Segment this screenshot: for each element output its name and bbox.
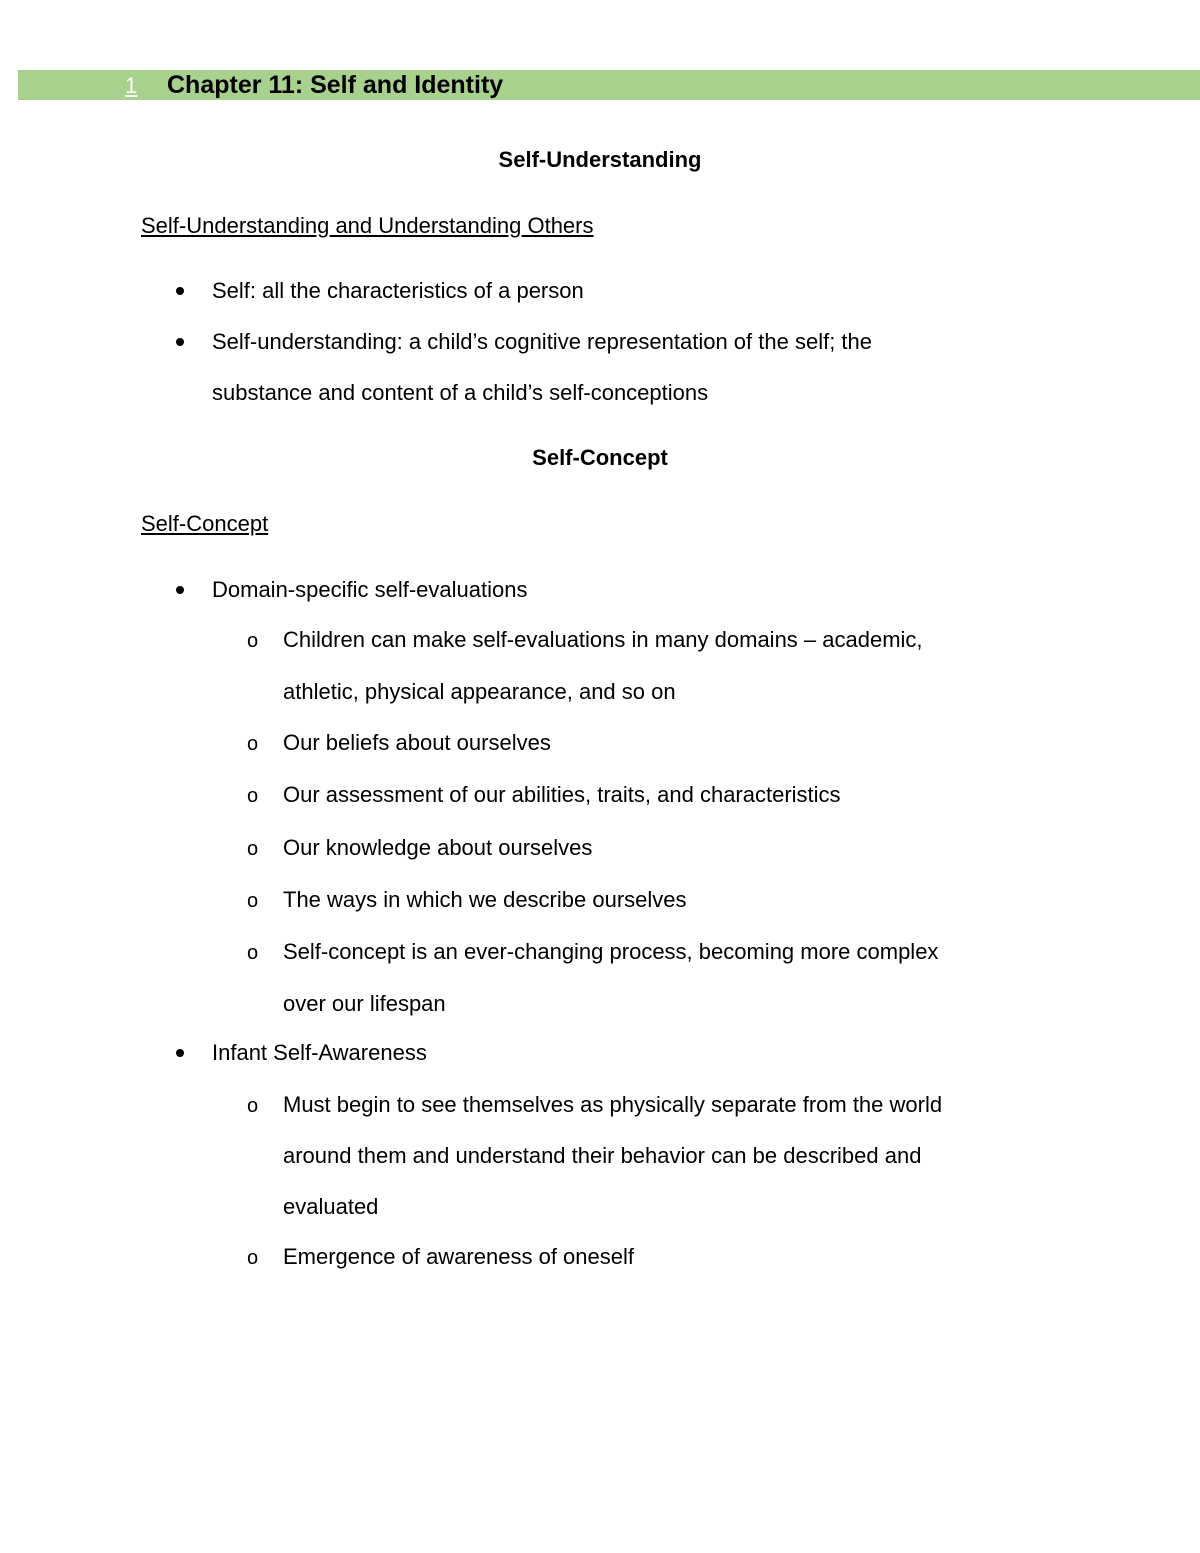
sub-bullet-marker: o xyxy=(247,630,259,652)
section-heading-self-concept: Self-Concept xyxy=(532,445,668,470)
section-heading-self-understanding: Self-Understanding xyxy=(498,147,702,172)
bullet-dot xyxy=(176,338,184,346)
sub-bullet-marker: o xyxy=(247,1095,259,1117)
subheading-self-concept: Self-Concept xyxy=(141,511,269,536)
list-item-continuation: substance and content of a child’s self-conceptions xyxy=(212,380,709,405)
sub-list-item: Must begin to see themselves as physically separate from the world xyxy=(283,1092,943,1117)
bullet-dot xyxy=(176,586,184,594)
sub-list-item-continuation: athletic, physical appearance, and so on xyxy=(283,679,676,704)
sub-list-item-continuation: evaluated xyxy=(283,1194,379,1219)
sub-bullet-marker: o xyxy=(247,942,259,964)
sub-list-item: Emergence of awareness of oneself xyxy=(283,1244,634,1269)
bullet-dot xyxy=(176,287,184,295)
list-item: Domain-specific self-evaluations xyxy=(212,577,528,602)
sub-list-item: Our beliefs about ourselves xyxy=(283,730,551,755)
list-item: Infant Self-Awareness xyxy=(212,1040,427,1065)
list-item: Self: all the characteristics of a person xyxy=(212,278,584,303)
chapter-title: Chapter 11: Self and Identity xyxy=(167,71,504,99)
subheading-self-understanding-others: Self-Understanding and Understanding Others xyxy=(141,213,594,238)
chapter-header-bar xyxy=(18,70,1200,100)
sub-bullet-marker: o xyxy=(247,785,259,807)
sub-bullet-marker: o xyxy=(247,733,259,755)
sub-list-item-continuation: over our lifespan xyxy=(283,991,446,1016)
bullet-dot xyxy=(176,1049,184,1057)
chapter-number: 1 xyxy=(125,73,138,98)
sub-list-item-continuation: around them and understand their behavior can be described and xyxy=(283,1143,922,1168)
sub-bullet-marker: o xyxy=(247,1247,259,1269)
sub-list-item: Self-concept is an ever-changing process, becoming more complex xyxy=(283,939,939,964)
sub-list-item: Our assessment of our abilities, traits, and characteristics xyxy=(283,782,841,807)
sub-bullet-marker: o xyxy=(247,890,259,912)
sub-bullet-marker: o xyxy=(247,838,259,860)
sub-list-item: The ways in which we describe ourselves xyxy=(283,887,687,912)
list-item: Self-understanding: a child’s cognitive representation of the self; the xyxy=(212,329,872,354)
sub-list-item: Our knowledge about ourselves xyxy=(283,835,593,860)
sub-list-item: Children can make self-evaluations in many domains – academic, xyxy=(283,627,923,652)
